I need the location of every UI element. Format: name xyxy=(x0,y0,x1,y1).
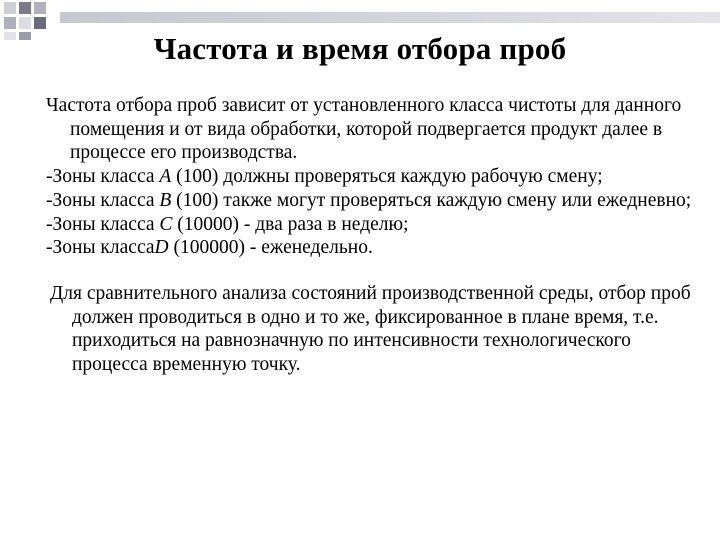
zone-b-prefix: -Зоны класса xyxy=(46,189,160,211)
deco-square xyxy=(34,2,46,14)
zone-c-letter: C xyxy=(159,213,173,235)
zone-a-text: (100) должны проверяться каждую рабочую смену; xyxy=(171,166,603,188)
zone-d-letter: D xyxy=(154,237,169,259)
deco-square xyxy=(19,2,31,14)
zone-d-prefix: -Зоны класса xyxy=(46,237,155,259)
zone-b-text: (100) также могут проверяться каждую смену или ежедневно; xyxy=(171,189,692,211)
zone-c-prefix: -Зоны класса xyxy=(46,213,160,235)
deco-bar xyxy=(60,12,720,23)
zone-d-text: (100000) - еженедельно. xyxy=(168,237,373,259)
zone-a-letter: A xyxy=(159,166,172,188)
zone-c-item xyxy=(46,213,696,237)
slide-title: Частота и время отбора проб xyxy=(153,31,567,66)
zone-b-letter: B xyxy=(159,189,172,211)
paragraph-spacer xyxy=(46,260,696,282)
zone-a-prefix: -Зоны класса xyxy=(46,166,160,188)
zone-c-text: (10000) - два раза в неделю; xyxy=(172,213,409,235)
deco-square xyxy=(4,2,16,14)
slide-body xyxy=(46,94,696,377)
zone-a-item xyxy=(46,165,696,189)
conclusion-paragraph: Для сравнительного анализа состояний производственной среды, отбор проб должен проводиться в одно и то же, фиксированное в плане время, т.е. приходиться на равнозначную по интенсивности технологического процесса временную точку. xyxy=(50,282,691,376)
zone-b-item xyxy=(46,189,696,213)
zone-d-item xyxy=(46,236,696,260)
intro-paragraph: Частота отбора проб зависит от установленного класса чистоты для данного помещения и от вида обработки, которой подвергается продукт далее в процессе его производства. xyxy=(46,95,682,164)
